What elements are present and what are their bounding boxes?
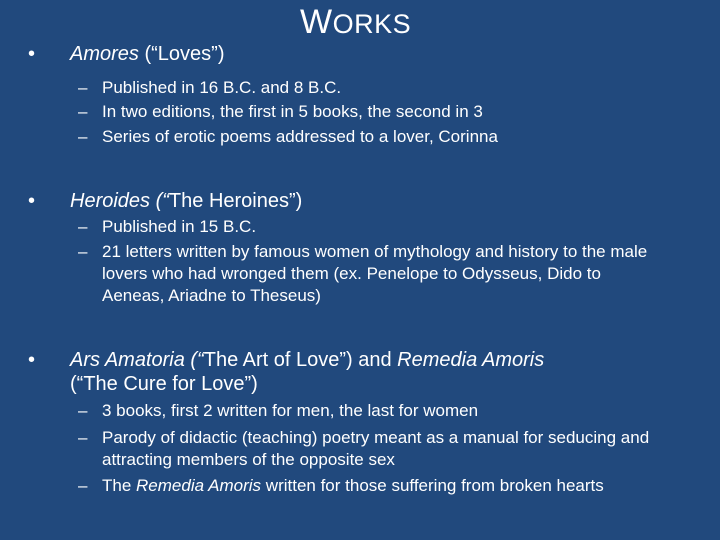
bullet-dot: • <box>28 349 36 371</box>
bullet-dot: • <box>28 43 36 65</box>
sub-item-text <box>102 475 662 497</box>
sub-item-text: Series of erotic poems addressed to a lover, Corinna <box>102 127 498 146</box>
bullet-rest: The Heroines”) <box>168 190 303 212</box>
dash: – <box>78 78 88 97</box>
item-pre: The <box>102 476 137 495</box>
bullet-text <box>70 348 690 396</box>
dash: – <box>78 217 88 236</box>
bullet-text <box>70 42 690 66</box>
dash: – <box>78 428 88 447</box>
dash: – <box>78 102 88 121</box>
bullet-mid: The Art of Love”) and <box>203 349 398 371</box>
bullet-text <box>70 189 690 213</box>
bullet-rest: (“Loves”) <box>138 43 225 65</box>
slide-title <box>300 2 411 44</box>
sub-item-text: 3 books, first 2 written for men, the last for women <box>102 401 479 420</box>
sub-item-text: In two editions, the first in 5 books, the second in 3 <box>102 102 483 121</box>
sub-item-text: 21 letters written by famous women of mythology and history to the male lovers who had wronged them (ex. Penelope to Odysseus, Dido to Aeneas, Ariadne to Theseus) <box>102 242 648 305</box>
bullet-italic: Heroides (“ <box>70 190 169 212</box>
bullet-italic: Amores <box>70 43 139 65</box>
dash: – <box>78 127 88 146</box>
item-italic: Remedia Amoris <box>136 476 262 495</box>
title-initial: W <box>300 3 333 41</box>
bullet-italic: Ars Amatoria (“ <box>70 349 204 371</box>
bullet-dot: • <box>28 190 36 212</box>
dash: – <box>78 476 88 495</box>
sub-item-text: Parody of didactic (teaching) poetry meant as a manual for seducing and attracting members of the opposite sex <box>102 428 650 469</box>
sub-item-text: Published in 16 B.C. and 8 B.C. <box>102 78 342 97</box>
item-post: written for those suffering from broken hearts <box>261 476 604 495</box>
sub-item-text: Published in 15 B.C. <box>102 217 257 236</box>
bullet-italic-2: Remedia Amoris <box>397 349 545 371</box>
bullet-line2: (“The Cure for Love”) <box>70 373 258 395</box>
dash: – <box>78 242 88 261</box>
dash: – <box>78 401 88 420</box>
title-rest: ORKS <box>332 9 412 39</box>
